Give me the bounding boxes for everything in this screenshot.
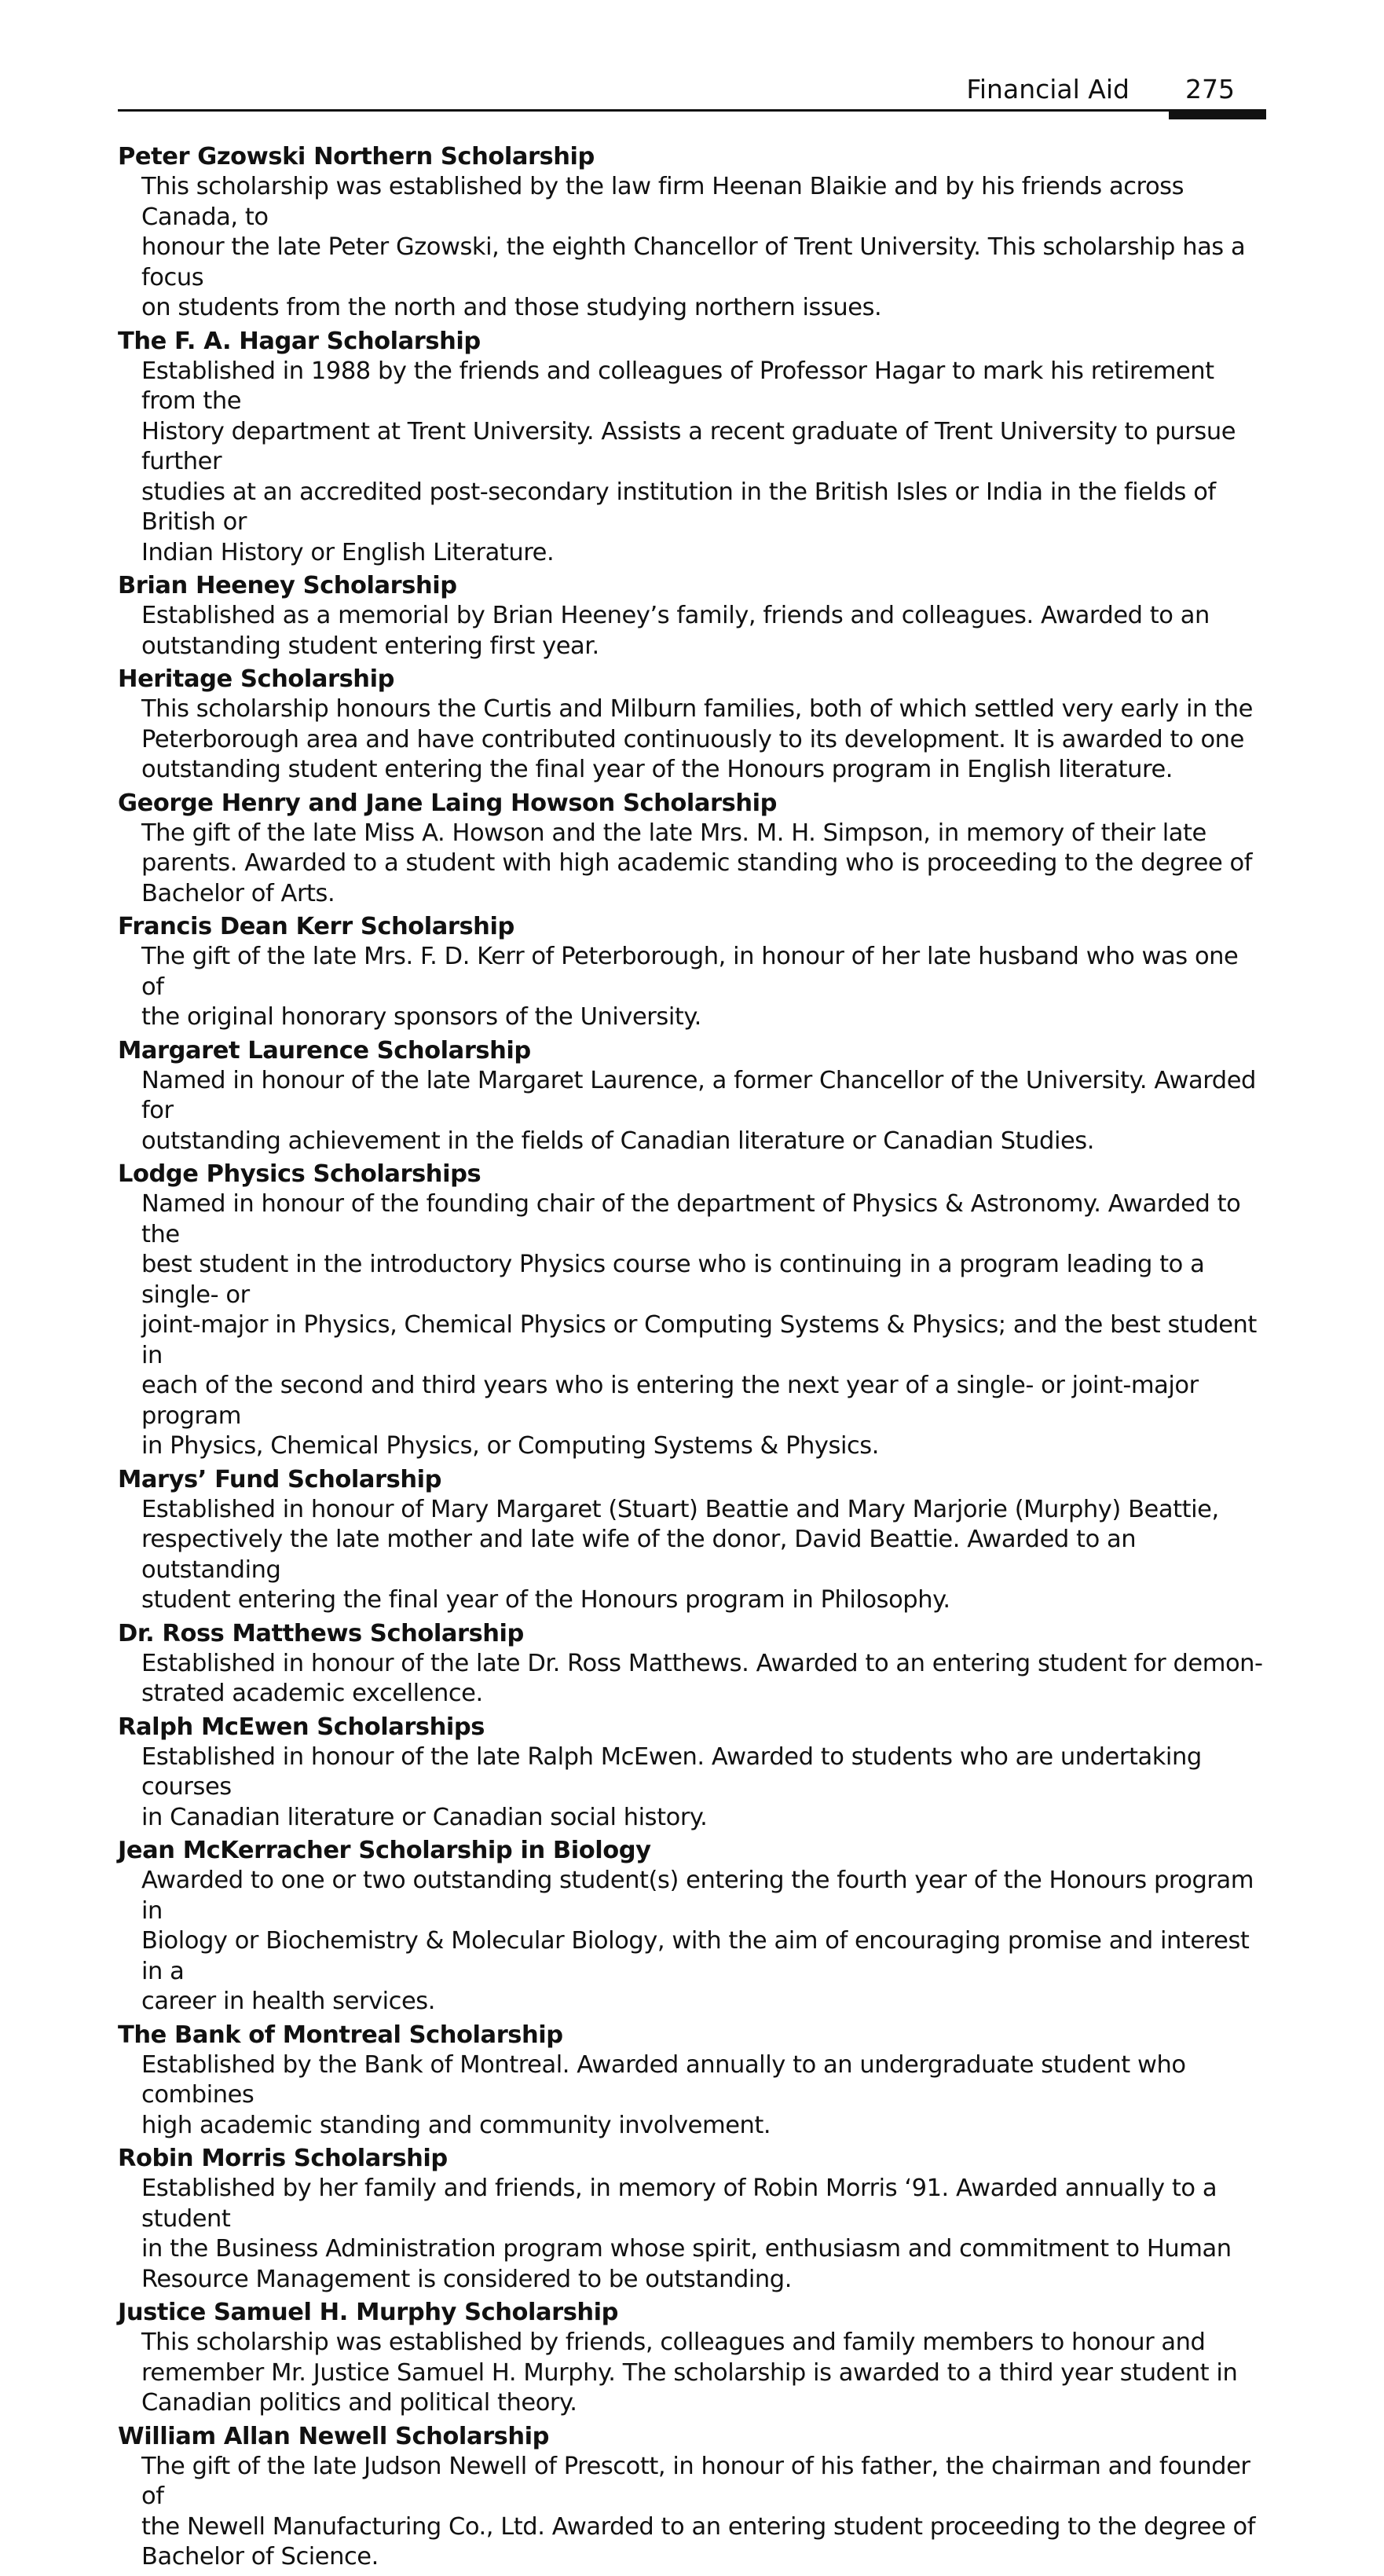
scholarship-description [118, 357, 1266, 569]
description-line: Established in honour of Mary Margaret (Stuart) Beattie and Mary Marjorie (Murphy) Beattie, [141, 1495, 1219, 1523]
scholarship-description [118, 2174, 1266, 2295]
description-line: parents. Awarded to a student with high academic standing who is proceeding to the degree of [141, 849, 1253, 877]
description-line: joint-major in Physics, Chemical Physics or Computing Systems & Physics; and the best student in [141, 1311, 1257, 1369]
header-rule [118, 109, 1266, 112]
scholarship-title: Ralph McEwen Scholarships [118, 1713, 485, 1741]
page-number: 275 [1185, 74, 1235, 104]
description-line: in Physics, Chemical Physics, or Computing Systems & Physics. [141, 1432, 879, 1460]
scholarship-entry [118, 2298, 1266, 2419]
description-line: on students from the north and those studying northern issues. [141, 294, 882, 321]
scholarship-description [118, 1495, 1266, 1616]
scholarship-description [118, 1189, 1266, 1462]
scholarship-description [118, 694, 1266, 786]
scholarship-title: Heritage Scholarship [118, 665, 394, 693]
scholarship-description [118, 601, 1266, 661]
scholarship-entry [118, 1619, 1266, 1709]
description-line: respectively the late mother and late wife of the donor, David Beattie. Awarded to an outstanding [141, 1526, 1137, 1584]
description-line: Biology or Biochemistry & Molecular Biology, with the aim of encouraging promise and interest in a [141, 1927, 1250, 1985]
scholarship-list [118, 142, 1266, 2576]
description-line: History department at Trent University. Assists a recent graduate of Trent University to pursue further [141, 417, 1236, 475]
scholarship-description [118, 1649, 1266, 1709]
description-line: Established in honour of the late Ralph McEwen. Awarded to students who are undertaking courses [141, 1742, 1202, 1801]
scholarship-entry [118, 2144, 1266, 2295]
description-line: This scholarship was established by the law firm Heenan Blaikie and by his friends across Canada, to [141, 173, 1184, 231]
description-line: Bachelor of Science. [141, 2543, 379, 2571]
description-line: Established by the Bank of Montreal. Awarded annually to an undergraduate student who combines [141, 2050, 1186, 2109]
scholarship-title: Marys’ Fund Scholarship [118, 1465, 442, 1493]
description-line: The gift of the late Miss A. Howson and the late Mrs. M. H. Simpson, in memory of their late [141, 819, 1206, 847]
description-line: high academic standing and community involvement. [141, 2111, 771, 2139]
scholarship-entry [118, 665, 1266, 786]
description-line: Named in honour of the founding chair of the department of Physics & Astronomy. Awarded to the [141, 1190, 1241, 1248]
description-line: This scholarship was established by friends, colleagues and family members to honour and [141, 2329, 1206, 2356]
description-line: in the Business Administration program whose spirit, enthusiasm and commitment to Human [141, 2235, 1232, 2263]
scholarship-title: Dr. Ross Matthews Scholarship [118, 1619, 524, 1647]
section-title: Financial Aid [966, 74, 1130, 104]
description-line: Named in honour of the late Margaret Laurence, a former Chancellor of the University. Awarded for [141, 1066, 1256, 1124]
scholarship-title: Francis Dean Kerr Scholarship [118, 913, 514, 940]
scholarship-description [118, 819, 1266, 910]
scholarship-description [118, 942, 1266, 1033]
scholarship-entry [118, 1836, 1266, 2017]
description-line: Peterborough area and have contributed continuously to its development. It is awarded to one [141, 725, 1244, 753]
scholarship-description [118, 1066, 1266, 1157]
scholarship-entry [118, 912, 1266, 1033]
scholarship-entry [118, 142, 1266, 324]
scholarship-title: William Allan Newell Scholarship [118, 2422, 550, 2450]
scholarship-entry [118, 1713, 1266, 1834]
scholarship-title: Robin Morris Scholarship [118, 2145, 448, 2172]
scholarship-title: Peter Gzowski Northern Scholarship [118, 143, 595, 170]
scholarship-description [118, 2050, 1266, 2142]
description-line: career in health services. [141, 1988, 435, 2015]
scholarship-description [118, 172, 1266, 324]
scholarship-title: Brian Heeney Scholarship [118, 572, 457, 599]
running-header [118, 72, 1266, 119]
scholarship-entry [118, 2422, 1266, 2573]
description-line: best student in the introductory Physics course who is continuing in a program leading to a single- or [141, 1251, 1205, 1309]
description-line: Established in 1988 by the friends and colleagues of Professor Hagar to mark his retirement from the [141, 357, 1214, 415]
description-line: Canadian politics and political theory. [141, 2389, 577, 2417]
scholarship-title: Jean McKerracher Scholarship in Biology [118, 1837, 651, 1864]
description-line: Resource Management is considered to be outstanding. [141, 2265, 792, 2293]
scholarship-entry [118, 1465, 1266, 1616]
scholarship-entry [118, 327, 1266, 569]
scholarship-description [118, 1866, 1266, 2017]
scholarship-title: The Bank of Montreal Scholarship [118, 2021, 563, 2049]
scholarship-entry [118, 789, 1266, 910]
scholarship-entry [118, 1160, 1266, 1462]
description-line: the original honorary sponsors of the University. [141, 1003, 701, 1031]
description-line: Established by her family and friends, in memory of Robin Morris ‘91. Awarded annually to a student [141, 2175, 1217, 2233]
description-line: the Newell Manufacturing Co., Ltd. Awarded to an entering student proceeding to the degree of [141, 2512, 1256, 2541]
description-line: Bachelor of Arts. [141, 879, 335, 907]
description-line: The gift of the late Mrs. F. D. Kerr of Peterborough, in honour of her late husband who was one of [141, 943, 1239, 1001]
description-line: Established as a memorial by Brian Heeney’s family, friends and colleagues. Awarded to an [141, 602, 1210, 629]
scholarship-title: The F. A. Hagar Scholarship [118, 327, 481, 355]
description-line: Indian History or English Literature. [141, 538, 555, 566]
description-line: Awarded to one or two outstanding student(s) entering the fourth year of the Honours program in [141, 1867, 1254, 1925]
description-line: outstanding achievement in the fields of Canadian literature or Canadian Studies. [141, 1127, 1094, 1155]
scholarship-description [118, 2328, 1266, 2419]
description-line: honour the late Peter Gzowski, the eighth Chancellor of Trent University. This scholarship has a focus [141, 233, 1246, 291]
scholarship-title: Lodge Physics Scholarships [118, 1160, 481, 1188]
description-line: The gift of the late Judson Newell of Prescott, in honour of his father, the chairman and founder of [141, 2452, 1250, 2510]
scholarship-title: Margaret Laurence Scholarship [118, 1036, 531, 1064]
description-line: This scholarship honours the Curtis and Milburn families, both of which settled very early in the [141, 695, 1253, 723]
scholarship-entry [118, 571, 1266, 661]
description-line: studies at an accredited post-secondary institution in the British Isles or India in the fields of British or [141, 478, 1216, 536]
description-line: student entering the final year of the Honours program in Philosophy. [141, 1586, 950, 1614]
description-line: remember Mr. Justice Samuel H. Murphy. The scholarship is awarded to a third year student in [141, 2358, 1238, 2387]
scholarship-entry [118, 1036, 1266, 1157]
scholarship-description [118, 2452, 1266, 2573]
scholarship-title: George Henry and Jane Laing Howson Scholarship [118, 789, 777, 817]
scholarship-title: Justice Samuel H. Murphy Scholarship [118, 2299, 619, 2326]
description-line: in Canadian literature or Canadian social history. [141, 1803, 708, 1831]
description-line: outstanding student entering first year. [141, 632, 599, 660]
description-line: Established in honour of the late Dr. Ross Matthews. Awarded to an entering student for demon- [141, 1649, 1263, 1677]
header-tab-bar [1169, 109, 1266, 119]
scholarship-description [118, 1742, 1266, 1834]
description-line: strated academic excellence. [141, 1680, 483, 1707]
description-line: each of the second and third years who is entering the next year of a single- or joint-major program [141, 1372, 1199, 1430]
scholarship-entry [118, 2021, 1266, 2142]
description-line: outstanding student entering the final year of the Honours program in English literature. [141, 756, 1173, 783]
